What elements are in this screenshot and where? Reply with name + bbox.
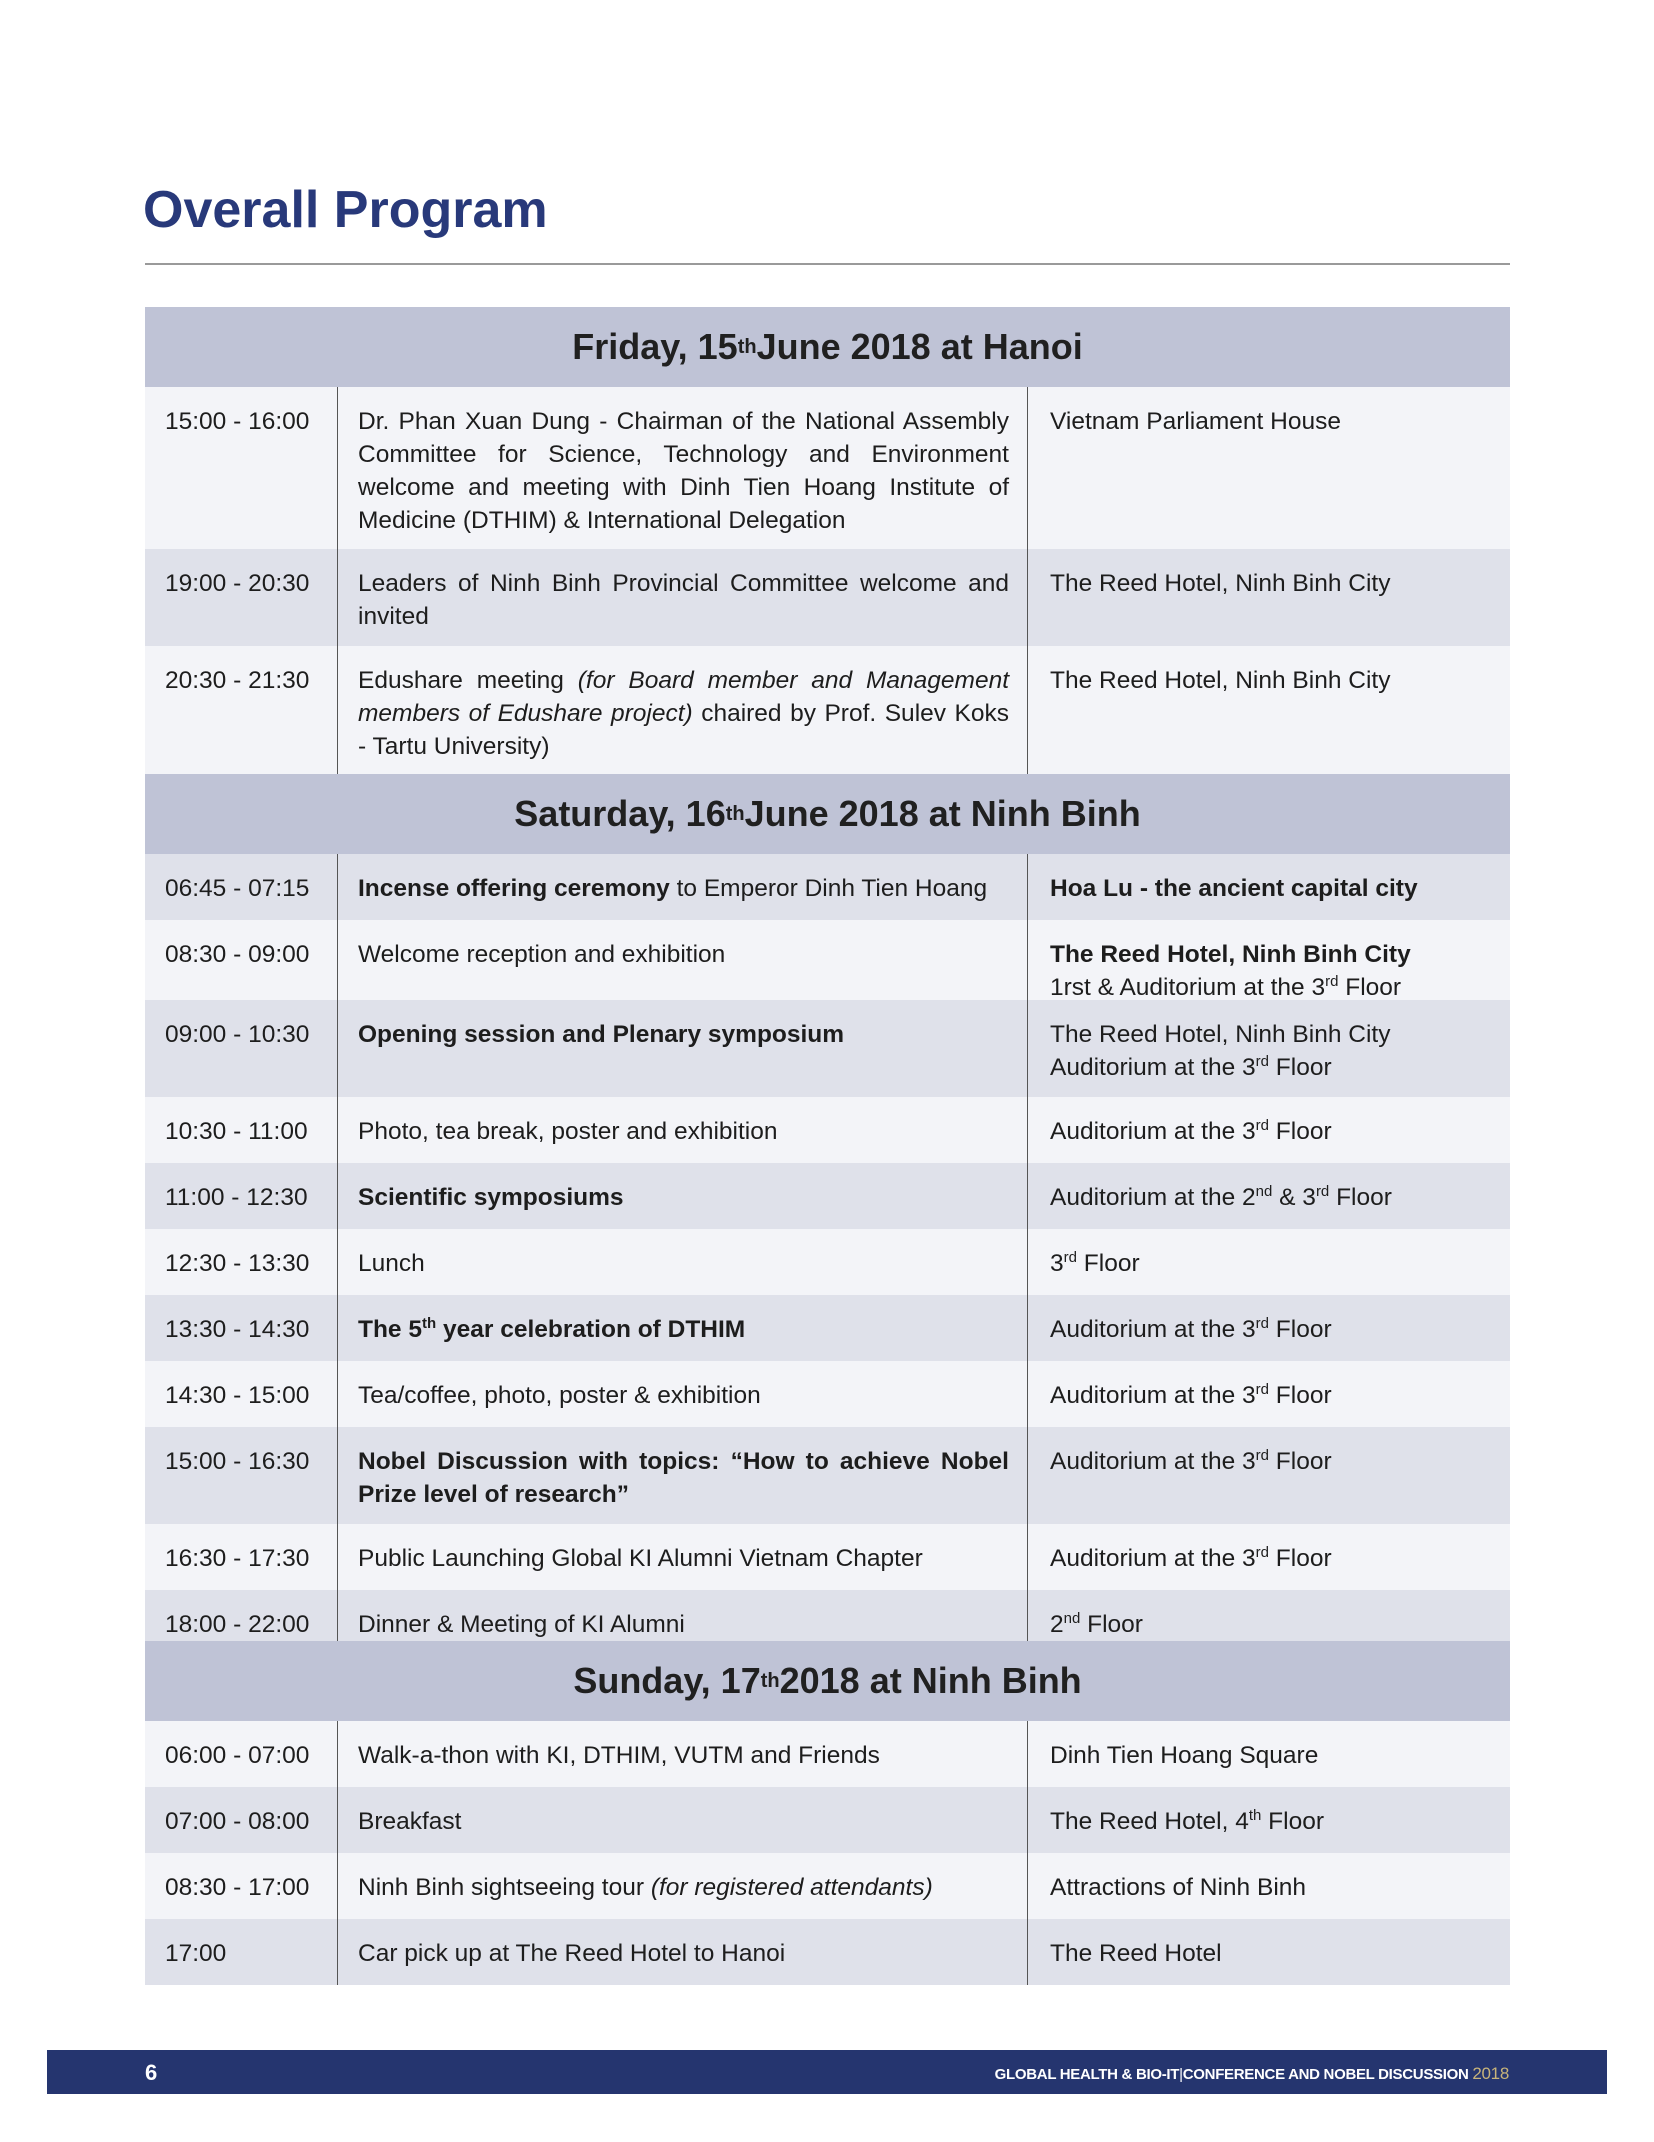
- text-run: Breakfast: [358, 1808, 462, 1835]
- text-run: Hoa Lu - the ancient capital city: [1050, 875, 1418, 902]
- schedule-row: [145, 1524, 1510, 1590]
- location-line: [1050, 938, 1510, 971]
- text-run: Vietnam Parliament House: [1050, 408, 1341, 435]
- text-run: 3: [1050, 1250, 1064, 1277]
- activity-cell: [338, 1000, 1028, 1097]
- text-run: chaired by Prof. Sulev Koks - Tartu University): [358, 700, 1009, 760]
- text-run: Welcome reception and exhibition: [358, 941, 726, 968]
- text-run: Incense offering ceremony: [358, 875, 670, 902]
- activity-cell: [338, 1590, 1028, 1641]
- text-run: Walk-a-thon with KI, DTHIM, VUTM and Friends: [358, 1742, 880, 1769]
- time-cell: 13:30 - 14:30: [145, 1295, 338, 1361]
- time-cell: 10:30 - 11:00: [145, 1097, 338, 1163]
- text-run: Floor: [1269, 1118, 1332, 1145]
- location-line: [1050, 567, 1510, 600]
- location-line: [1050, 1379, 1510, 1412]
- schedule-row: [145, 1163, 1510, 1229]
- page-number: 6: [145, 2060, 158, 2085]
- location-cell: [1028, 1919, 1510, 1985]
- location-cell: [1028, 1229, 1510, 1295]
- footer-left-text: GLOBAL HEALTH & BIO-IT: [994, 2066, 1180, 2083]
- text-run: June 2018 at Ninh Binh: [744, 793, 1141, 834]
- location-cell: [1028, 1097, 1510, 1163]
- time-cell: 06:00 - 07:00: [145, 1721, 338, 1787]
- location-cell: [1028, 1590, 1510, 1641]
- text-run: rd: [1255, 1052, 1269, 1070]
- schedule-row: [145, 387, 1510, 549]
- time-cell: 16:30 - 17:30: [145, 1524, 338, 1590]
- activity-cell: [338, 1721, 1028, 1787]
- text-run: Floor: [1261, 1808, 1324, 1835]
- text-run: Lunch: [358, 1250, 425, 1277]
- time-cell: 14:30 - 15:00: [145, 1361, 338, 1427]
- text-run: to Emperor Dinh Tien Hoang: [669, 875, 988, 902]
- schedule-row: [145, 854, 1510, 920]
- location-line: [1050, 1051, 1510, 1084]
- text-run: Auditorium at the 3: [1050, 1118, 1256, 1145]
- text-run: Floor: [1269, 1545, 1332, 1572]
- time-cell: 07:00 - 08:00: [145, 1787, 338, 1853]
- text-run: rd: [1255, 1380, 1269, 1398]
- location-line: [1050, 1608, 1510, 1641]
- location-cell: [1028, 1361, 1510, 1427]
- text-run: & 3: [1272, 1184, 1316, 1211]
- text-run: The Reed Hotel, Ninh Binh City: [1050, 1021, 1391, 1048]
- time-cell: 17:00: [145, 1919, 338, 1985]
- schedule-row: [145, 1097, 1510, 1163]
- location-line: [1050, 1937, 1510, 1970]
- location-cell: [1028, 854, 1510, 920]
- activity-cell: [338, 1787, 1028, 1853]
- text-run: 2018 at Ninh Binh: [779, 1660, 1082, 1701]
- text-run: The Reed Hotel, Ninh Binh City: [1050, 570, 1391, 597]
- location-line: [1050, 1739, 1510, 1772]
- text-run: rd: [1255, 1446, 1269, 1464]
- location-cell: [1028, 1787, 1510, 1853]
- location-line: [1050, 1115, 1510, 1148]
- activity-cell: [338, 646, 1028, 774]
- location-line: [1050, 1805, 1510, 1838]
- text-run: Public Launching Global KI Alumni Vietnam Chapter: [358, 1545, 923, 1572]
- text-run: rd: [1063, 1248, 1077, 1266]
- time-cell: 08:30 - 17:00: [145, 1853, 338, 1919]
- footer-year: 2018: [1472, 2064, 1509, 2083]
- text-run: Ninh Binh sightseeing tour: [358, 1874, 651, 1901]
- text-run: Dinner & Meeting of KI Alumni: [358, 1611, 685, 1638]
- day-header: Friday, 15 th June 2018 at Hanoi: [145, 307, 1510, 387]
- location-cell: [1028, 1853, 1510, 1919]
- schedule-row: [145, 920, 1510, 1000]
- text-run: Auditorium at the 2: [1050, 1184, 1256, 1211]
- text-run: rd: [1255, 1543, 1269, 1561]
- schedule-row: [145, 1590, 1510, 1641]
- text-run: Floor: [1269, 1382, 1332, 1409]
- text-run: th: [422, 1314, 437, 1332]
- schedule-row: [145, 1721, 1510, 1787]
- location-line: [1050, 1871, 1510, 1904]
- location-cell: [1028, 920, 1510, 1000]
- text-run: rd: [1255, 1116, 1269, 1134]
- text-run: 2: [1050, 1611, 1064, 1638]
- time-cell: 19:00 - 20:30: [145, 549, 338, 646]
- text-run: Auditorium at the 3: [1050, 1382, 1256, 1409]
- footer-separator: |: [1179, 2066, 1183, 2083]
- activity-cell: [338, 920, 1028, 1000]
- text-run: (for registered attendants): [650, 1874, 933, 1901]
- schedule-row: [145, 1787, 1510, 1853]
- title-divider: [145, 263, 1510, 265]
- location-cell: [1028, 1427, 1510, 1524]
- text-run: Auditorium at the 3: [1050, 1545, 1256, 1572]
- location-line: [1050, 1018, 1510, 1051]
- text-run: Floor: [1329, 1184, 1392, 1211]
- text-run: Floor: [1076, 1250, 1140, 1277]
- schedule-row: [145, 1853, 1510, 1919]
- text-run: The 5: [358, 1316, 422, 1343]
- schedule-row: [145, 646, 1510, 774]
- activity-cell: [338, 1295, 1028, 1361]
- program-table: [145, 307, 1510, 1985]
- location-cell: [1028, 1721, 1510, 1787]
- text-run: 1rst & Auditorium at the 3: [1050, 974, 1326, 1001]
- footer-publication-title: [995, 2064, 1509, 2084]
- text-run: (for Board member and Management members of Edushare project): [358, 667, 1010, 727]
- text-run: year celebration of DTHIM: [436, 1316, 746, 1343]
- activity-cell: [338, 1427, 1028, 1524]
- text-run: Sunday, 17: [573, 1660, 761, 1701]
- text-run: Leaders of Ninh Binh Provincial Committee welcome and invited: [358, 570, 1009, 630]
- time-cell: 12:30 - 13:30: [145, 1229, 338, 1295]
- text-run: Opening session and Plenary symposium: [358, 1021, 845, 1048]
- activity-cell: [338, 1361, 1028, 1427]
- activity-cell: [338, 854, 1028, 920]
- text-run: Floor: [1269, 1448, 1332, 1475]
- activity-cell: [338, 1919, 1028, 1985]
- text-run: Attractions of Ninh Binh: [1050, 1874, 1307, 1901]
- text-run: Edushare meeting: [358, 667, 578, 694]
- text-run: nd: [1255, 1182, 1273, 1200]
- location-line: [1050, 1247, 1510, 1280]
- location-line: [1050, 405, 1510, 438]
- activity-cell: [338, 1229, 1028, 1295]
- time-cell: 15:00 - 16:00: [145, 387, 338, 549]
- text-run: Auditorium at the 3: [1050, 1054, 1256, 1081]
- text-run: The Reed Hotel, 4: [1050, 1808, 1249, 1835]
- location-line: [1050, 1445, 1510, 1478]
- schedule-row: [145, 1919, 1510, 1985]
- page-title: Overall Program: [143, 181, 548, 239]
- activity-cell: [338, 1163, 1028, 1229]
- schedule-row: [145, 1000, 1510, 1097]
- time-cell: 08:30 - 09:00: [145, 920, 338, 1000]
- schedule-row: [145, 1229, 1510, 1295]
- location-cell: [1028, 387, 1510, 549]
- footer-right-text: CONFERENCE AND NOBEL DISCUSSION: [1182, 2066, 1469, 2083]
- text-run: Saturday, 16: [514, 793, 726, 834]
- location-cell: [1028, 1000, 1510, 1097]
- location-cell: [1028, 1295, 1510, 1361]
- text-run: Floor: [1080, 1611, 1143, 1638]
- location-line: [1050, 872, 1510, 905]
- text-run: Scientific symposiums: [358, 1184, 624, 1211]
- text-run: Auditorium at the 3: [1050, 1448, 1256, 1475]
- location-line: [1050, 664, 1510, 697]
- time-cell: 20:30 - 21:30: [145, 646, 338, 774]
- time-cell: 09:00 - 10:30: [145, 1000, 338, 1097]
- location-cell: [1028, 1163, 1510, 1229]
- text-run: Dinh Tien Hoang Square: [1050, 1742, 1319, 1769]
- footer-bar: [47, 2050, 1607, 2094]
- time-cell: 18:00 - 22:00: [145, 1590, 338, 1641]
- text-run: rd: [1315, 1182, 1330, 1200]
- text-run: Nobel Discussion with topics: “How to achieve Nobel Prize level of research”: [358, 1448, 1009, 1508]
- time-cell: 15:00 - 16:30: [145, 1427, 338, 1524]
- text-run: Floor: [1269, 1316, 1332, 1343]
- location-line: [1050, 1542, 1510, 1575]
- text-run: The Reed Hotel: [1050, 1940, 1222, 1967]
- schedule-row: [145, 549, 1510, 646]
- text-run: nd: [1063, 1609, 1081, 1627]
- location-cell: [1028, 1524, 1510, 1590]
- text-run: Tea/coffee, photo, poster & exhibition: [358, 1382, 761, 1409]
- text-run: Photo, tea break, poster and exhibition: [358, 1118, 778, 1145]
- text-run: Floor: [1269, 1054, 1332, 1081]
- activity-cell: [338, 1524, 1028, 1590]
- text-run: The Reed Hotel, Ninh Binh City: [1050, 941, 1411, 968]
- text-run: June 2018 at Hanoi: [756, 326, 1083, 367]
- text-run: The Reed Hotel, Ninh Binh City: [1050, 667, 1391, 694]
- location-line: [1050, 1313, 1510, 1346]
- schedule-row: [145, 1427, 1510, 1524]
- text-run: Floor: [1338, 974, 1402, 1001]
- text-run: Auditorium at the 3: [1050, 1316, 1256, 1343]
- activity-cell: [338, 1853, 1028, 1919]
- schedule-row: [145, 1361, 1510, 1427]
- text-run: rd: [1255, 1314, 1269, 1332]
- text-run: Dr. Phan Xuan Dung - Chairman of the National Assembly Committee for Science, Technology and Environment welcome and meeting with Dinh Tien Hoang Institute of Medicine (DTHIM) & International Delegation: [358, 408, 1009, 534]
- activity-cell: [338, 387, 1028, 549]
- time-cell: 06:45 - 07:15: [145, 854, 338, 920]
- text-run: Car pick up at The Reed Hotel to Hanoi: [358, 1940, 786, 1967]
- activity-cell: [338, 1097, 1028, 1163]
- location-cell: [1028, 646, 1510, 774]
- schedule-row: [145, 1295, 1510, 1361]
- text-run: th: [1248, 1806, 1262, 1824]
- day-header: Saturday, 16 th June 2018 at Ninh Binh: [145, 774, 1510, 854]
- text-run: Friday, 15: [572, 326, 738, 367]
- activity-cell: [338, 549, 1028, 646]
- text-run: rd: [1325, 972, 1339, 990]
- location-cell: [1028, 549, 1510, 646]
- location-line: [1050, 1181, 1510, 1214]
- time-cell: 11:00 - 12:30: [145, 1163, 338, 1229]
- day-header: Sunday, 17 th 2018 at Ninh Binh: [145, 1641, 1510, 1721]
